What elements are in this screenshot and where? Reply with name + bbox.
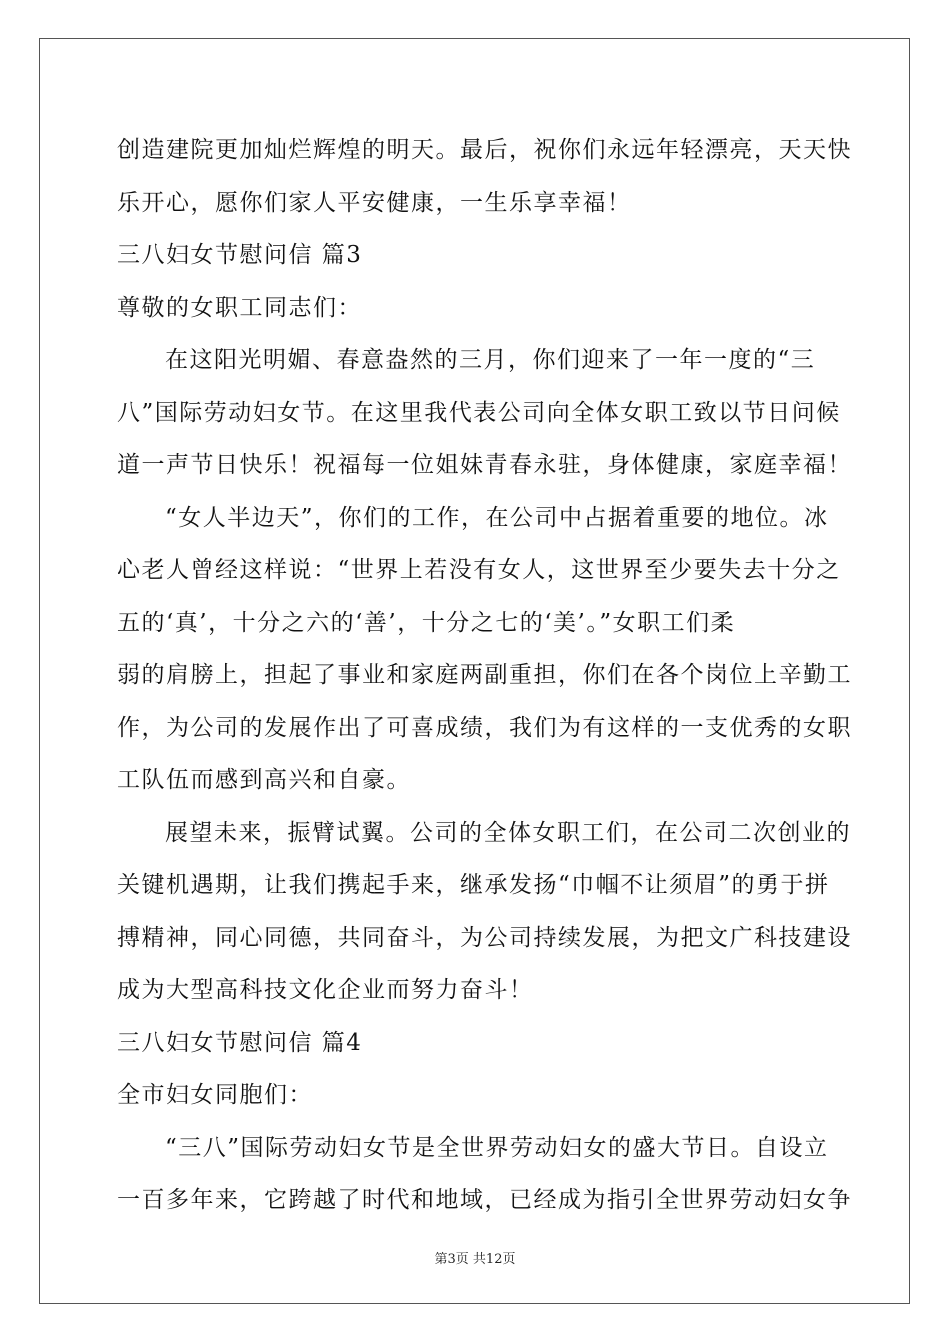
body-text-line: 弱的肩膀上，担起了事业和家庭两副重担，你们在各个岗位上辛勤工 [117,662,852,688]
paragraph-first-line: “三八”国际劳动妇女节是全世界劳动妇女的盛大节日。自设立 [165,1134,829,1161]
body-text-line: 心老人曾经这样说：“世界上若没有女人，这世界至少要失去十分之 [117,557,841,583]
section-heading: 三八妇女节慰问信 篇3 [117,242,363,268]
body-text-line: 乐开心，愿你们家人平安健康，一生乐享幸福！ [117,189,632,216]
paragraph-first-line: “女人半边天”，你们的工作，在公司中占据着重要的地位。冰 [165,504,829,531]
document-body [117,124,852,1227]
page-footer: 第3页 共12页 [434,1252,516,1267]
body-text-line: 八”国际劳动妇女节。在这里我代表公司向全体女职工致以节日问候 [117,399,841,426]
body-text-line: 作，为公司的发展作出了可喜成绩，我们为有这样的一支优秀的女职 [117,714,852,741]
salutation: 尊敬的女职工同志们： [117,294,362,321]
body-text-line: 一百多年来，它跨越了时代和地域，已经成为指引全世界劳动妇女争 [117,1187,852,1213]
body-text-line: 成为大型高科技文化企业而努力奋斗！ [117,977,534,1003]
body-text-line: 关键机遇期，让我们携起手来，继承发扬“巾帼不让须眉”的勇于拼 [117,872,830,898]
body-text-line: 道一声节日快乐！祝福每一位姐妹青春永驻，身体健康，家庭幸福！ [117,452,852,478]
body-text-line: 工队伍而感到高兴和自豪。 [117,767,411,793]
body-text-line: 五的‘真’，十分之六的‘善’，十分之七的‘美’。”女职工们柔 [117,609,736,636]
body-text-line: 搏精神，同心同德，共同奋斗，为公司持续发展，为把文广科技建设 [117,924,852,951]
body-text-line: 创造建院更加灿烂辉煌的明天。最后，祝你们永远年轻漂亮，天天快 [117,137,852,163]
paragraph-first-line: 在这阳光明媚、春意盎然的三月，你们迎来了一年一度的“三 [165,347,816,373]
salutation: 全市妇女同胞们： [117,1082,313,1108]
section-heading: 三八妇女节慰问信 篇4 [117,1029,363,1056]
paragraph-first-line: 展望未来，振臂试翼。公司的全体女职工们，在公司二次创业的 [165,819,851,846]
